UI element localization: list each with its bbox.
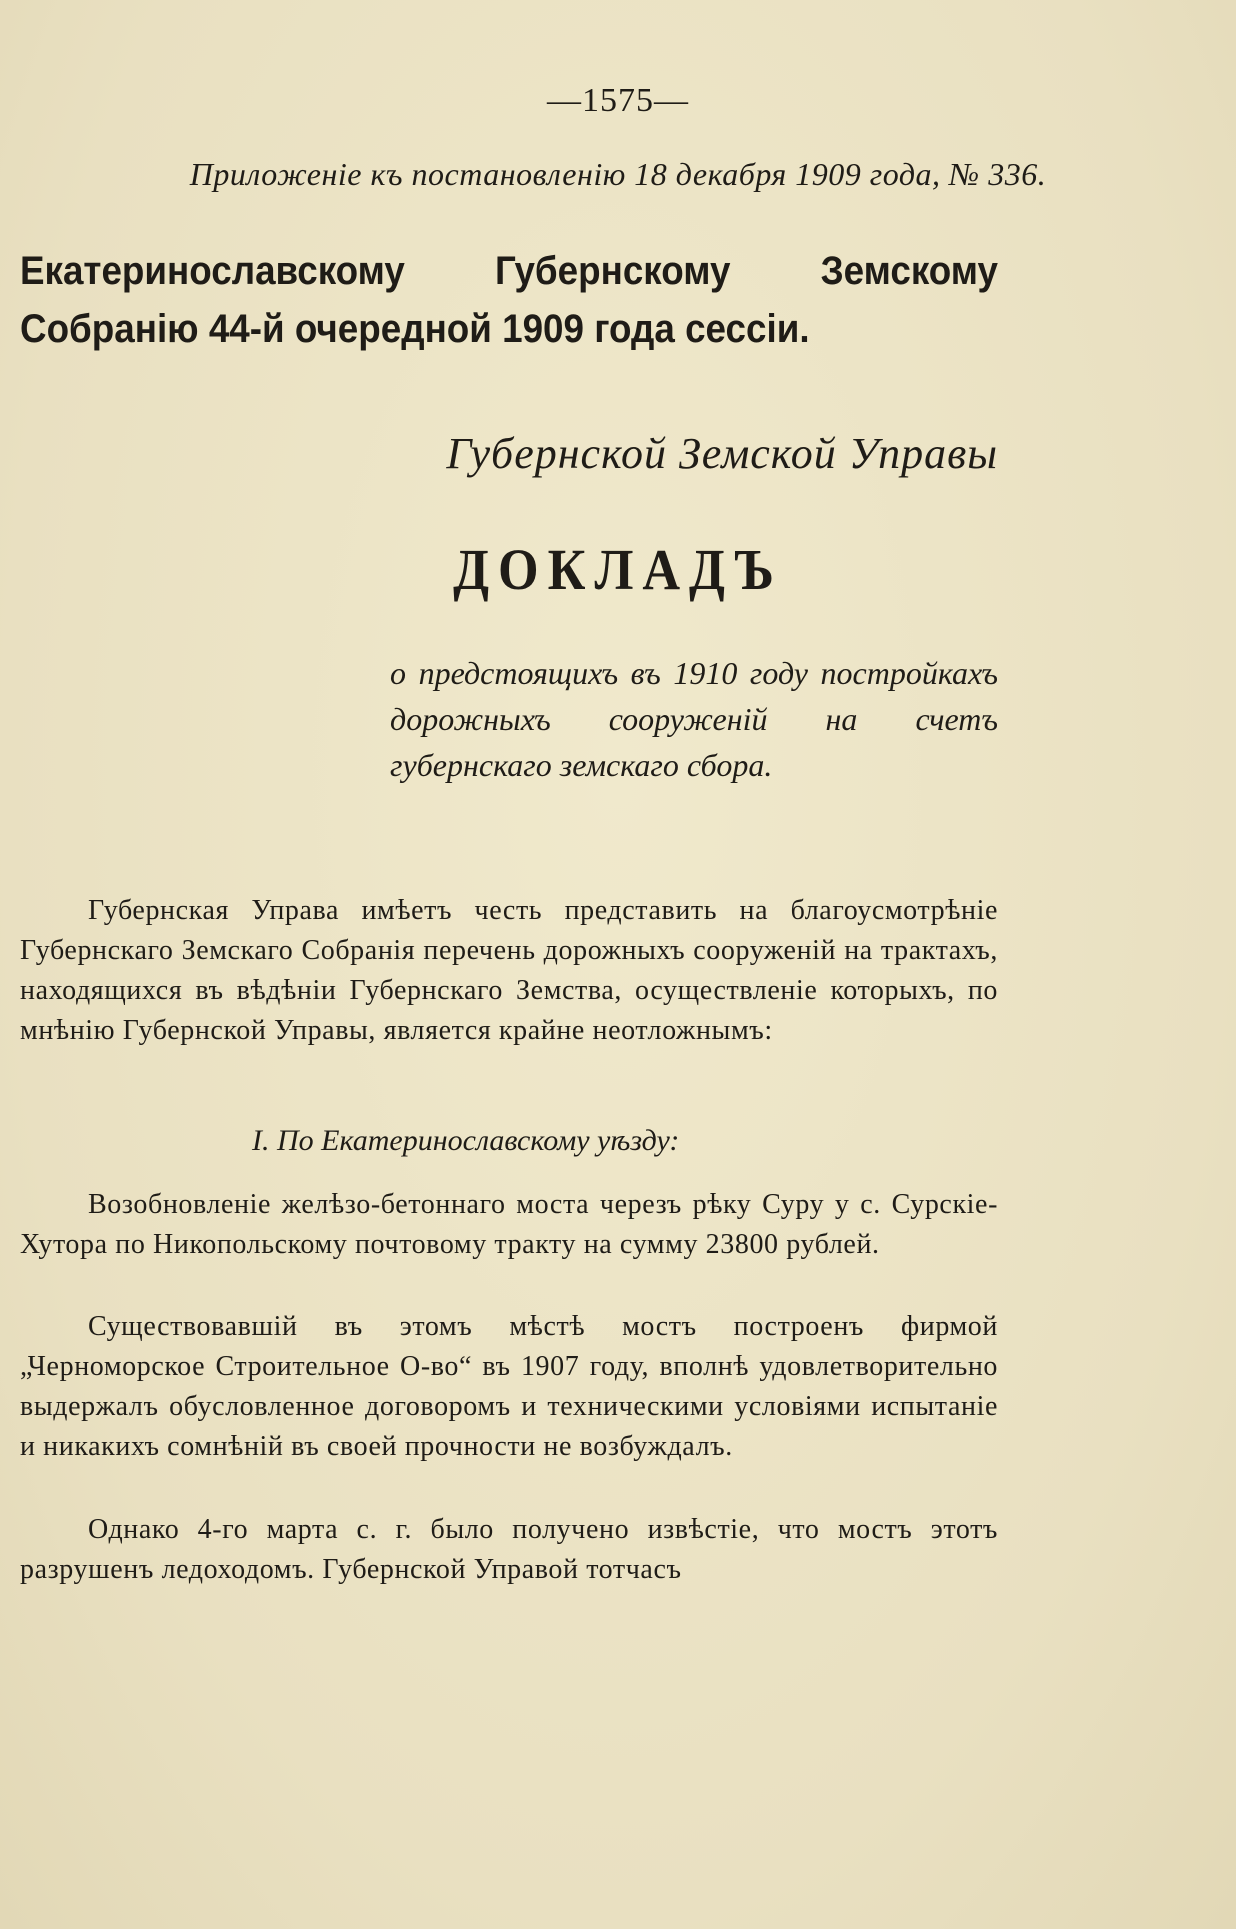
paragraph-history: Существовавшiй въ этомъ мѣстѣ мостъ построенъ фирмой „Черноморское Строительное О-во“ въ 1907 году, вполнѣ удовлетворительно выдержалъ обусловленное договоромъ и техническими условiями испытанiе и никакихъ сомнѣнiй въ своей прочности не возбуждалъ. bbox=[20, 1311, 998, 1462]
appendix-line: Приложенiе къ постановленiю 18 декабря 1909 года, № 336. bbox=[189, 156, 1047, 192]
paragraph-bridge: Возобновленiе желѣзо-бетоннаго моста черезъ рѣку Суру у с. Сурскiе-Хутора по Никопольскому почтовому тракту на сумму 23800 рублей. bbox=[20, 1189, 998, 1260]
report-heading: ДОКЛАДЪ bbox=[453, 537, 783, 602]
paragraph-intro: Губернская Управа имѣетъ честь представить на благоусмотрѣнiе Губернскаго Земскаго Собранiя перечень дорожныхъ сооруженiй на трактахъ, находящихся въ вѣдѣнiи Губернскаго Земства, осуществленiе которыхъ, по мнѣнiю Губернской Управы, является крайне неотложнымъ: bbox=[20, 895, 998, 1046]
section-heading: I. По Екатеринославскому уѣзду: bbox=[252, 1124, 680, 1157]
board-name: Губернской Земской Управы bbox=[446, 429, 998, 478]
report-subject: о предстоящихъ въ 1910 году постройкахъ дорожныхъ сооруженiй на счетъ губернскаго земскаго сбора. bbox=[390, 655, 998, 783]
page-number: —1575— bbox=[547, 82, 689, 119]
document-title: Екатеринославскому Губернскому Земскому Собранiю 44-й очередной 1909 года сессiи. bbox=[20, 249, 998, 351]
paragraph-destruction: Однако 4-го марта с. г. было получено извѣстiе, что мостъ этотъ разрушенъ ледоходомъ. Губернской Управой тотчасъ bbox=[20, 1514, 998, 1585]
